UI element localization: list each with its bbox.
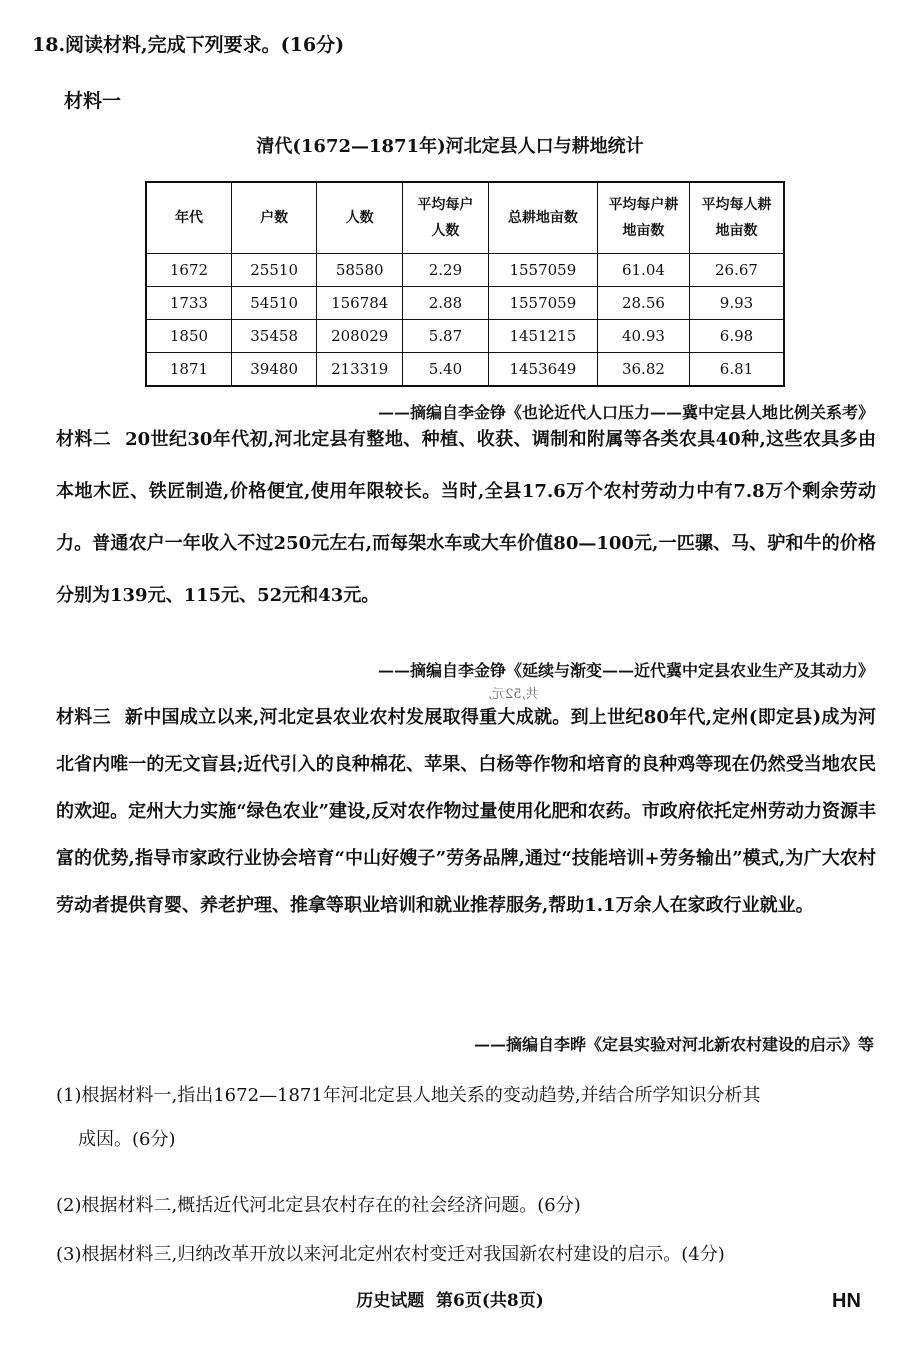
table-cell: 35458	[231, 320, 316, 353]
page-footer: 历史试题 第6页(共8页)	[356, 1291, 544, 1311]
table-title: 清代(1672—1871年)河北定县人口与耕地统计	[256, 136, 644, 157]
table-cell: 5.87	[403, 320, 489, 353]
table-row	[146, 320, 784, 353]
header-cell	[403, 182, 489, 254]
question-3: (3)根据材料三,归纳改革开放以来河北定州农村变迁对我国新农村建设的启示。(4分)	[56, 1244, 725, 1265]
table-cell: 39480	[231, 353, 316, 387]
table-row	[146, 287, 784, 320]
material3-source: ——摘编自李晔《定县实验对河北新农村建设的启示》等	[473, 1035, 874, 1054]
table-cell: 26.67	[689, 254, 784, 287]
header-cell: 总耕地亩数	[488, 182, 597, 254]
header-text: 平均每人耕地亩数	[701, 197, 772, 239]
header-cell	[689, 182, 784, 254]
table-cell: 36.82	[597, 353, 689, 387]
table-cell: 40.93	[597, 320, 689, 353]
table-cell: 1453649	[488, 353, 597, 387]
material3-paragraph	[56, 694, 876, 929]
table-cell: 6.81	[689, 353, 784, 387]
header-cell: 年代	[146, 182, 231, 254]
corner-code: HN	[832, 1290, 861, 1312]
question-2: (2)根据材料二,概括近代河北定县农村存在的社会经济问题。(6分)	[56, 1195, 581, 1216]
question-heading: 18.阅读材料,完成下列要求。(16分)	[32, 34, 345, 56]
table-cell: 5.40	[403, 353, 489, 387]
table-cell: 1871	[146, 353, 231, 387]
table-cell: 61.04	[597, 254, 689, 287]
question-1-line1: (1)根据材料一,指出1672—1871年河北定县人地关系的变动趋势,并结合所学知识分析其	[56, 1085, 761, 1106]
table-cell: 1557059	[488, 287, 597, 320]
question-1	[56, 1074, 876, 1162]
table-cell: 6.98	[689, 320, 784, 353]
material2-text: 20世纪30年代初,河北定县有整地、种植、收获、调制和附属等各类农具40种,这些农具多由本地木匠、铁匠制造,价格便宜,使用年限较长。当时,全县17.6万个农村劳动力中有7.8万个剩余劳动力。普通农户一年收入不过250元左右,而每架水车或大车价值80—100元,一匹骡、马、驴和牛的价格分别为139元、115元、52元和43元。	[56, 429, 876, 606]
header-text: 平均每户人数	[417, 197, 474, 239]
table-cell: 1850	[146, 320, 231, 353]
material3-text: 新中国成立以来,河北定县农业农村发展取得重大成就。到上世纪80年代,定州(即定县)成为河北省内唯一的无文盲县;近代引入的良种棉花、苹果、白杨等作物和培育的良种鸡等现在仍然受当地农民的欢迎。定州大力实施“绿色农业”建设,反对农作物过量使用化肥和农药。市政府依托定州劳动力资源丰富的优势,指导市家政行业协会培育“中山好嫂子”劳务品牌,通过“技能培训+劳务输出”模式,为广大农村劳动者提供育婴、养老护理、推拿等职业培训和就业推荐服务,帮助1.1万余人在家政行业就业。	[56, 707, 877, 916]
header-text: 平均每户耕地亩数	[608, 197, 679, 239]
table-cell: 2.29	[403, 254, 489, 287]
material1-label: 材料一	[64, 90, 122, 112]
table-cell: 9.93	[689, 287, 784, 320]
table-cell: 54510	[231, 287, 316, 320]
table-cell: 1557059	[488, 254, 597, 287]
header-cell: 人数	[317, 182, 403, 254]
material3-label: 材料三	[56, 707, 111, 728]
table-cell: 208029	[317, 320, 403, 353]
material1-source: ——摘编自李金铮《也论近代人口压力——冀中定县人地比例关系考》	[377, 403, 874, 422]
table-row	[146, 254, 784, 287]
table-cell: 2.88	[403, 287, 489, 320]
table-header-row	[146, 182, 784, 254]
table-cell: 58580	[317, 254, 403, 287]
table-cell: 213319	[317, 353, 403, 387]
table-row	[146, 353, 784, 387]
table-cell: 25510	[231, 254, 316, 287]
header-cell	[597, 182, 689, 254]
table-cell: 28.56	[597, 287, 689, 320]
table-cell: 1451215	[488, 320, 597, 353]
table-cell: 1672	[146, 254, 231, 287]
material2-label: 材料二	[56, 429, 112, 450]
table-cell: 1733	[146, 287, 231, 320]
header-cell: 户数	[231, 182, 316, 254]
material2-source: ——摘编自李金铮《延续与渐变——近代冀中定县农业生产及其动力》	[377, 661, 874, 680]
question-1-line2: 成因。(6分)	[78, 1129, 176, 1150]
table-cell: 156784	[317, 287, 403, 320]
population-farmland-table	[145, 181, 785, 387]
material2-paragraph	[56, 414, 876, 622]
bleed-through-text: 共,52元,	[488, 687, 539, 702]
